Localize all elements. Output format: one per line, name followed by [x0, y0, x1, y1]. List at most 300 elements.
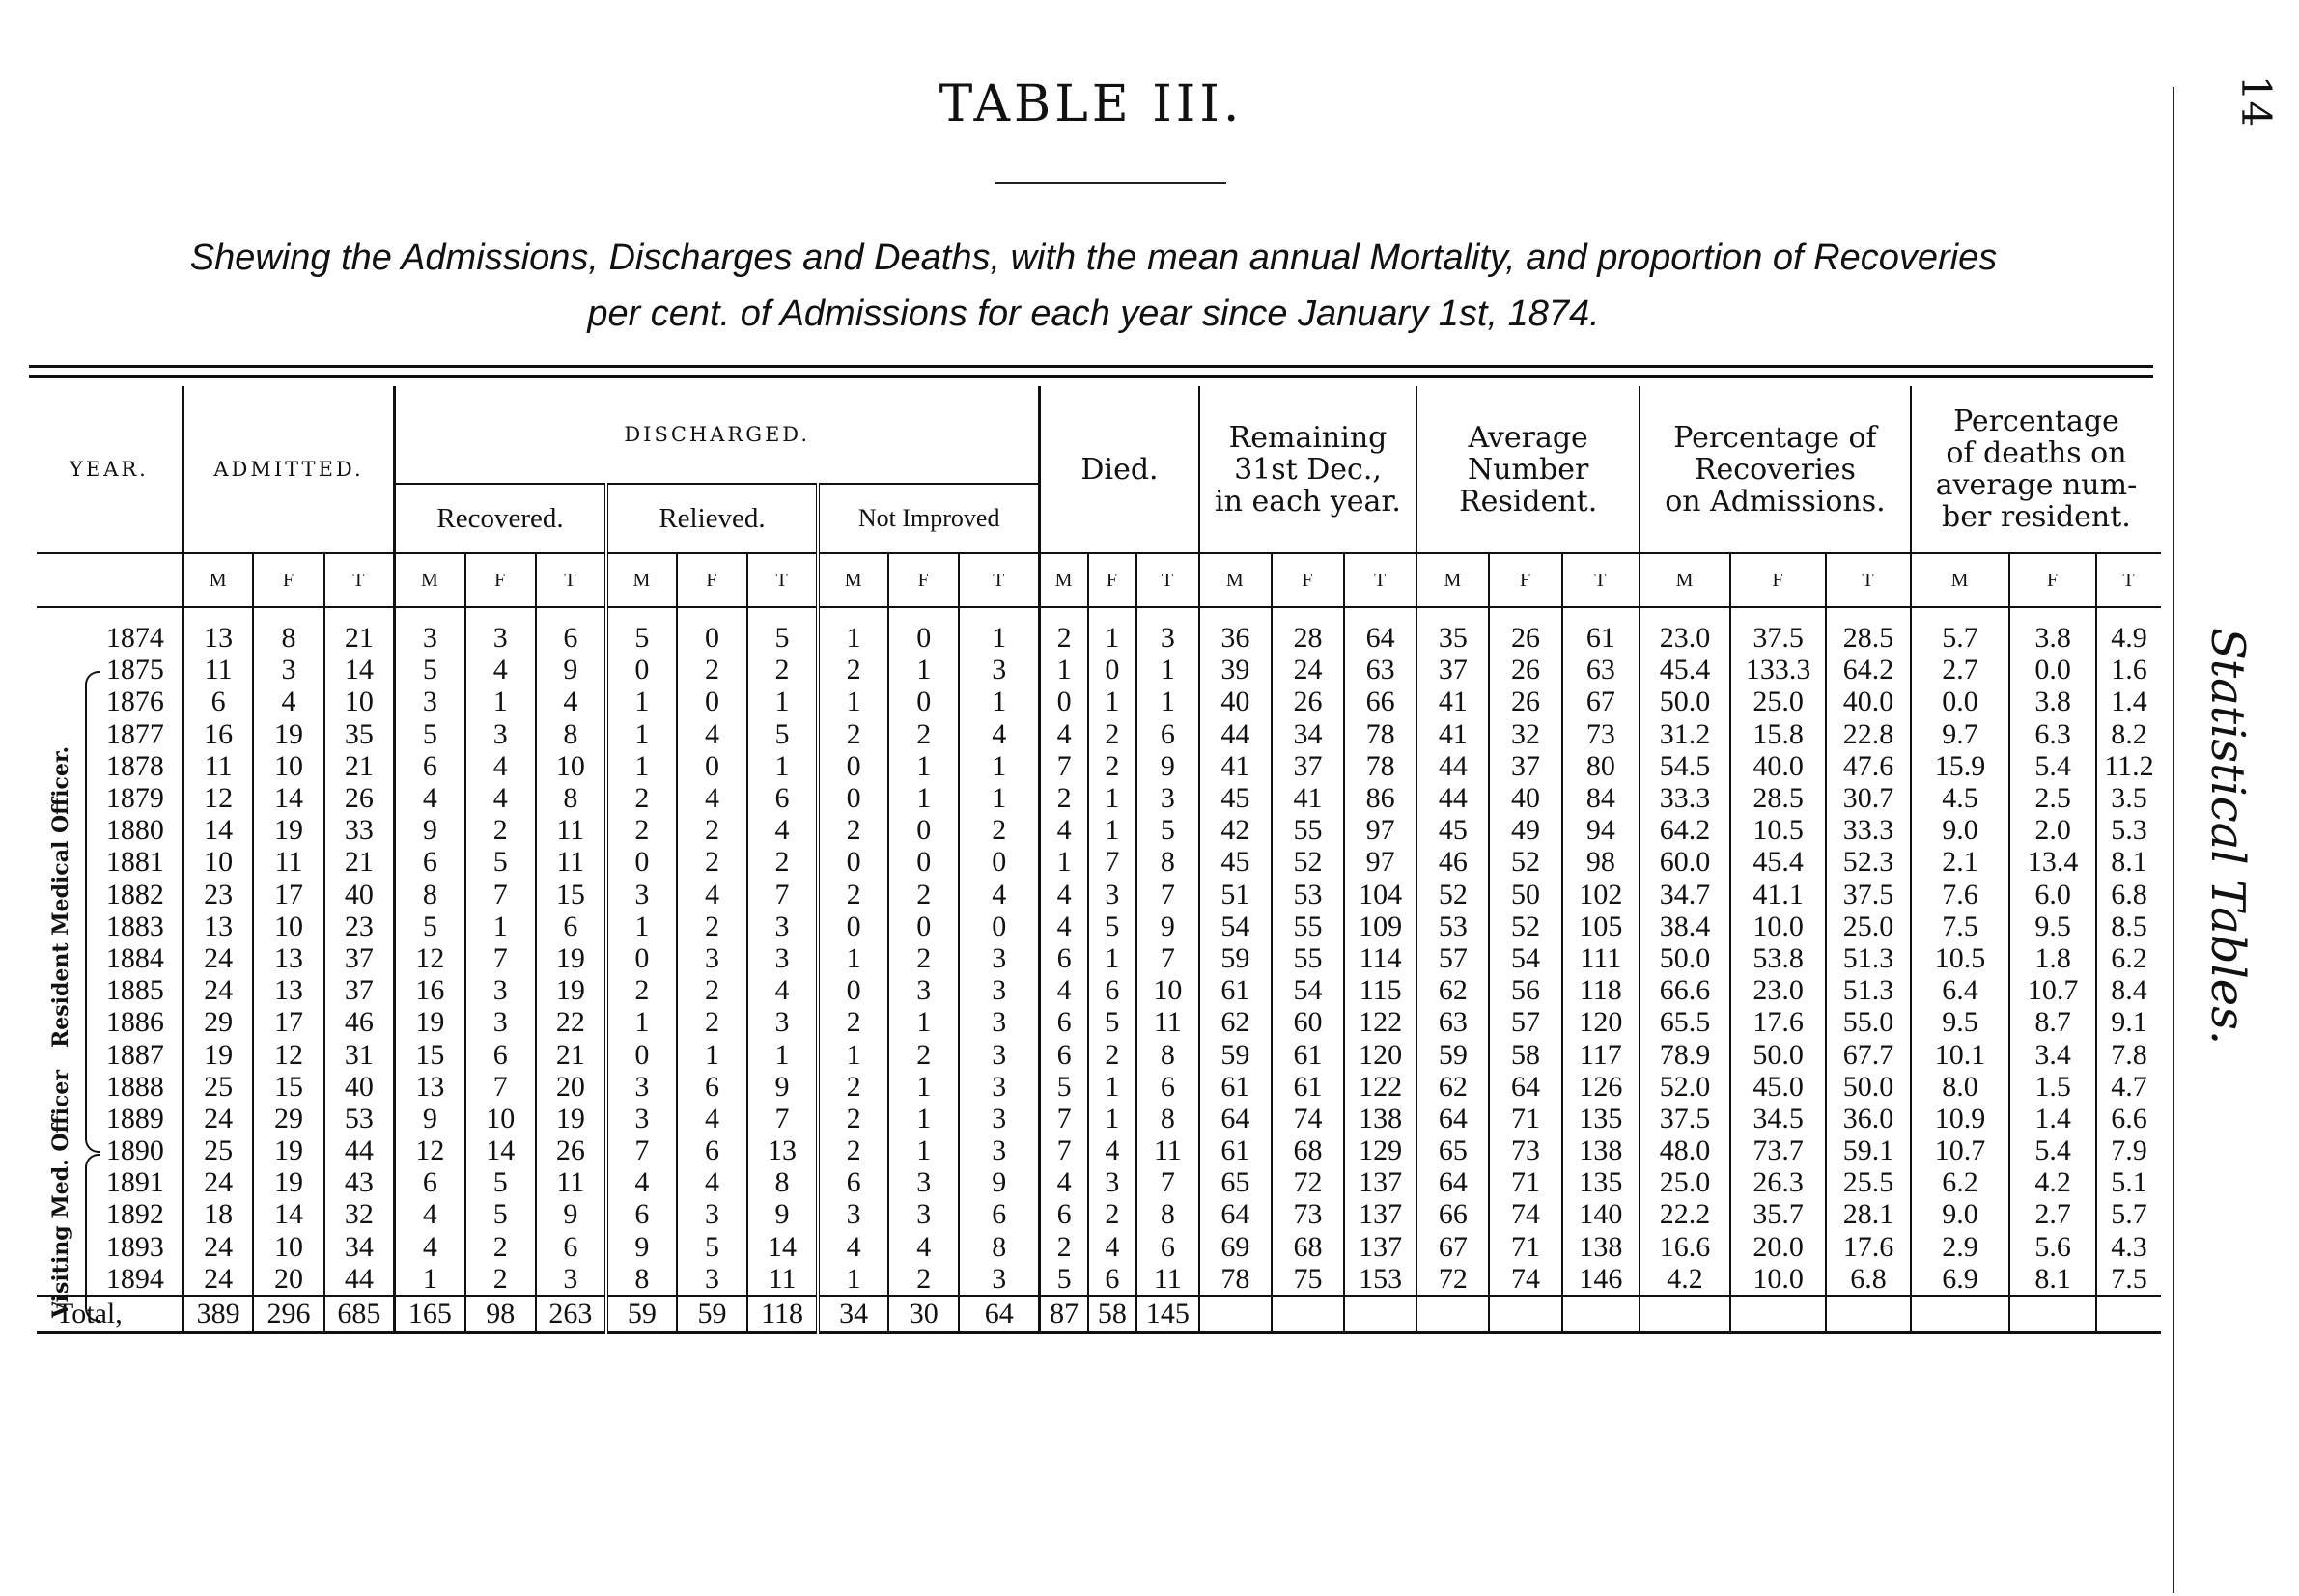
- row-year: 1894: [105, 1262, 164, 1295]
- table-cell: 39: [1199, 654, 1272, 686]
- table-cell: 2: [888, 942, 959, 974]
- table-cell: 11: [1136, 1134, 1199, 1166]
- table-cell: 10.0: [1730, 1263, 1826, 1296]
- table-cell: 62: [1199, 1006, 1272, 1038]
- table-cell: 9.5: [2009, 910, 2096, 942]
- table-row: [37, 814, 2161, 846]
- table-cell: 73: [1562, 718, 1640, 750]
- table-cell: 2: [465, 1263, 536, 1296]
- table-cell: 0: [818, 974, 888, 1006]
- table-cell: 6: [1136, 718, 1199, 750]
- column-label-f: F: [2009, 553, 2096, 607]
- table-cell: 2: [747, 846, 818, 878]
- top-double-rule-1: [29, 365, 2153, 368]
- table-cell: 20: [536, 1071, 606, 1103]
- table-cell: 94: [1562, 814, 1640, 846]
- table-cell: 0: [677, 750, 747, 782]
- table-cell: 13: [747, 1134, 818, 1166]
- column-label-t: T: [747, 553, 818, 607]
- table-cell: 13: [253, 942, 323, 974]
- table-cell: 3.8: [2009, 686, 2096, 717]
- table-cell: 65: [1416, 1134, 1489, 1166]
- table-cell: 135: [1562, 1103, 1640, 1134]
- table-cell: 40: [1199, 686, 1272, 717]
- table-cell: 1: [606, 718, 677, 750]
- table-cell: 4: [395, 1231, 465, 1263]
- table-cell: 19: [182, 1038, 253, 1070]
- header-died: Died.: [1040, 386, 1199, 553]
- table-cell: 6.8: [2096, 879, 2161, 910]
- table-cell: 118: [1562, 974, 1640, 1006]
- column-label-f: F: [1489, 553, 1561, 607]
- top-double-rule-2: [29, 375, 2153, 378]
- table-cell: 35: [1416, 607, 1489, 654]
- table-cell: 7: [747, 879, 818, 910]
- table-cell: 2: [465, 1231, 536, 1263]
- row-year: 1883: [105, 910, 164, 942]
- table-cell: 45.4: [1730, 846, 1826, 878]
- table-cell: 4.7: [2096, 1071, 2161, 1103]
- table-cell: 30.7: [1826, 782, 1911, 814]
- table-cell: 1: [606, 686, 677, 717]
- table-cell: 138: [1562, 1231, 1640, 1263]
- table-cell: 64: [1416, 1166, 1489, 1198]
- table-cell: 6.4: [1911, 974, 2009, 1006]
- table-cell: 0: [606, 1038, 677, 1070]
- table-cell: 10.0: [1730, 910, 1826, 942]
- page-title: TABLE III.: [939, 75, 1244, 133]
- table-cell: 133.3: [1730, 654, 1826, 686]
- column-label-t: T: [959, 553, 1040, 607]
- table-cell: 2: [1040, 607, 1088, 654]
- table-cell: 115: [1344, 974, 1416, 1006]
- table-cell: 5.4: [2009, 1134, 2096, 1166]
- table-cell: 10: [465, 1103, 536, 1134]
- column-label-f: F: [888, 553, 959, 607]
- table-row: [37, 879, 2161, 910]
- table-cell: 4: [395, 1198, 465, 1230]
- table-cell: 25: [182, 1071, 253, 1103]
- table-cell: 6.2: [2096, 942, 2161, 974]
- table-cell: 64.2: [1640, 814, 1730, 846]
- table-cell: 6: [606, 1198, 677, 1230]
- table-cell: 0: [959, 846, 1040, 878]
- table-cell: 8.1: [2009, 1263, 2096, 1296]
- table-cell: 19: [253, 1134, 323, 1166]
- table-cell: 2: [1040, 782, 1088, 814]
- table-cell: 97: [1344, 846, 1416, 878]
- table-cell: 8: [606, 1263, 677, 1296]
- side-label-resident-officer: Resident Medical Officer.: [48, 745, 73, 1048]
- table-cell: 10: [324, 686, 395, 717]
- table-cell: 52.3: [1826, 846, 1911, 878]
- table-cell: 7: [1040, 1103, 1088, 1134]
- table-cell: 129: [1344, 1134, 1416, 1166]
- table-cell: 46: [1416, 846, 1489, 878]
- table-cell: 11: [182, 750, 253, 782]
- table-cell: 1: [959, 750, 1040, 782]
- table-cell: 13: [182, 607, 253, 654]
- table-cell: 6: [465, 1038, 536, 1070]
- table-cell: 13: [182, 910, 253, 942]
- table-cell: 4: [677, 1103, 747, 1134]
- table-cell: 53: [324, 1103, 395, 1134]
- row-year: 1889: [105, 1102, 164, 1134]
- table-cell: 1: [1136, 654, 1199, 686]
- table-cell: 2.7: [2009, 1198, 2096, 1230]
- table-cell: 2: [959, 814, 1040, 846]
- table-cell: 74: [1489, 1263, 1561, 1296]
- table-cell: 1: [888, 654, 959, 686]
- table-cell: 55: [1272, 910, 1344, 942]
- total-cell: [1826, 1296, 1911, 1333]
- table-row: [37, 654, 2161, 686]
- table-cell: 1: [1040, 846, 1088, 878]
- table-cell: 6.9: [1911, 1263, 2009, 1296]
- table-cell: 54: [1272, 974, 1344, 1006]
- table-cell: 1: [888, 750, 959, 782]
- table-cell: 19: [253, 1166, 323, 1198]
- table-cell: 2: [677, 846, 747, 878]
- table-cell: 16.6: [1640, 1231, 1730, 1263]
- table-cell: 6: [536, 607, 606, 654]
- column-label-t: T: [324, 553, 395, 607]
- table-cell: 6: [395, 1166, 465, 1198]
- table-cell: 4: [677, 782, 747, 814]
- table-cell: 7.5: [1911, 910, 2009, 942]
- table-row: [37, 1006, 2161, 1038]
- table-cell: 67.7: [1826, 1038, 1911, 1070]
- table-cell: 2: [888, 879, 959, 910]
- page-number: 14: [2232, 74, 2281, 127]
- column-label-m: M: [1640, 553, 1730, 607]
- table-row: [37, 1134, 2161, 1166]
- table-cell: 3: [1136, 607, 1199, 654]
- table-cell: 28.5: [1826, 607, 1911, 654]
- table-cell: 1: [1136, 686, 1199, 717]
- table-cell: 3.8: [2009, 607, 2096, 654]
- table-cell: 3: [959, 1071, 1040, 1103]
- table-cell: 24: [1272, 654, 1344, 686]
- table-cell: 3: [1136, 782, 1199, 814]
- table-cell: 8.4: [2096, 974, 2161, 1006]
- table-cell: 78: [1344, 718, 1416, 750]
- table-cell: 44: [324, 1263, 395, 1296]
- table-cell: 9.0: [1911, 1198, 2009, 1230]
- column-label-m: M: [1416, 553, 1489, 607]
- row-year: 1893: [105, 1230, 164, 1263]
- table-cell: 4: [1088, 1134, 1136, 1166]
- table-cell: 37.5: [1826, 879, 1911, 910]
- table-cell: 0: [1088, 654, 1136, 686]
- table-cell: 13: [253, 974, 323, 1006]
- table-cell: 52: [1416, 879, 1489, 910]
- side-title: Statistical Tables.: [2201, 628, 2255, 1046]
- table-cell: 3: [536, 1263, 606, 1296]
- table-cell: 2.0: [2009, 814, 2096, 846]
- table-cell: 37.5: [1640, 1103, 1730, 1134]
- table-cell: 4: [959, 879, 1040, 910]
- table-cell: 1: [606, 910, 677, 942]
- table-cell: 44: [324, 1134, 395, 1166]
- total-cell: [1562, 1296, 1640, 1333]
- table-cell: 4: [1040, 1166, 1088, 1198]
- table-cell: 6.6: [2096, 1103, 2161, 1134]
- table-cell: 40: [1489, 782, 1561, 814]
- table-cell: 9: [747, 1071, 818, 1103]
- table-cell: 0: [888, 686, 959, 717]
- table-cell: 14: [324, 654, 395, 686]
- table-cell: 59: [1416, 1038, 1489, 1070]
- table-cell: 36.0: [1826, 1103, 1911, 1134]
- table-cell: 8: [536, 718, 606, 750]
- statistics-table: [37, 386, 2161, 1334]
- table-cell: 1: [395, 1263, 465, 1296]
- table-cell: 1: [888, 782, 959, 814]
- table-cell: 2: [818, 1071, 888, 1103]
- table-cell: 3: [677, 1263, 747, 1296]
- table-cell: 2.9: [1911, 1231, 2009, 1263]
- table-cell: 1: [1088, 942, 1136, 974]
- table-cell: 0: [888, 846, 959, 878]
- table-cell: 10.1: [1911, 1038, 2009, 1070]
- table-cell: 2: [677, 814, 747, 846]
- column-label-t: T: [1826, 553, 1911, 607]
- table-cell: 26: [1489, 607, 1561, 654]
- table-cell: 3.4: [2009, 1038, 2096, 1070]
- table-cell: 5.1: [2096, 1166, 2161, 1198]
- header-relieved: Relieved.: [606, 484, 818, 553]
- table-cell: 15: [536, 879, 606, 910]
- table-cell: 9: [606, 1231, 677, 1263]
- table-cell: 40.0: [1826, 686, 1911, 717]
- table-cell: 6: [536, 910, 606, 942]
- table-cell: 67: [1416, 1231, 1489, 1263]
- table-cell: 8: [1136, 846, 1199, 878]
- table-cell: 1: [959, 782, 1040, 814]
- table-cell: 19: [536, 974, 606, 1006]
- table-cell: 3: [959, 974, 1040, 1006]
- table-cell: 1: [1088, 1071, 1136, 1103]
- table-cell: 37: [1416, 654, 1489, 686]
- table-cell: 0: [818, 750, 888, 782]
- table-cell: 21: [324, 846, 395, 878]
- total-cell: 87: [1040, 1296, 1088, 1333]
- table-cell: 7: [1136, 942, 1199, 974]
- table-cell: 4: [1040, 974, 1088, 1006]
- table-cell: 52: [1489, 846, 1561, 878]
- table-cell: 6: [677, 1071, 747, 1103]
- table-cell: 43: [324, 1166, 395, 1198]
- table-cell: 7.9: [2096, 1134, 2161, 1166]
- table-cell: 2: [818, 1134, 888, 1166]
- title-rule: [995, 182, 1226, 184]
- table-cell: 4.2: [1640, 1263, 1730, 1296]
- table-cell: 15: [395, 1038, 465, 1070]
- table-cell: 5.6: [2009, 1231, 2096, 1263]
- table-cell: 41: [1199, 750, 1272, 782]
- table-cell: 4: [606, 1166, 677, 1198]
- table-cell: 11: [1136, 1006, 1199, 1038]
- total-cell: 165: [395, 1296, 465, 1333]
- table-cell: 51.3: [1826, 942, 1911, 974]
- table-cell: 1: [888, 1071, 959, 1103]
- header-pct-recoveries: Percentage of Recoveries on Admissions.: [1640, 386, 1911, 553]
- row-year: 1887: [105, 1038, 164, 1071]
- table-cell: 22.2: [1640, 1198, 1730, 1230]
- table-cell: 32: [324, 1198, 395, 1230]
- table-cell: 71: [1489, 1231, 1561, 1263]
- table-cell: 49: [1489, 814, 1561, 846]
- table-cell: 34.5: [1730, 1103, 1826, 1134]
- table-cell: 3: [888, 974, 959, 1006]
- table-cell: 7: [465, 1071, 536, 1103]
- table-cell: 9: [536, 1198, 606, 1230]
- table-cell: 2: [818, 879, 888, 910]
- table-cell: 5: [395, 654, 465, 686]
- table-cell: 2: [677, 974, 747, 1006]
- table-cell: 14: [253, 782, 323, 814]
- table-cell: 60: [1272, 1006, 1344, 1038]
- table-cell: 23: [324, 910, 395, 942]
- table-cell: 51: [1199, 879, 1272, 910]
- table-cell: 6.3: [2009, 718, 2096, 750]
- table-cell: 1.4: [2096, 686, 2161, 717]
- table-cell: 0: [818, 910, 888, 942]
- table-cell: 9: [959, 1166, 1040, 1198]
- row-year: 1876: [105, 686, 164, 718]
- table-cell: 4.3: [2096, 1231, 2161, 1263]
- side-label-visiting-officer: Visiting Med. Officer: [48, 1070, 73, 1318]
- table-cell: 59.1: [1826, 1134, 1911, 1166]
- table-cell: 34: [324, 1231, 395, 1263]
- table-cell: 78: [1344, 750, 1416, 782]
- row-year: 1877: [105, 717, 164, 750]
- table-cell: 16: [182, 718, 253, 750]
- table-cell: 4: [677, 879, 747, 910]
- table-cell: 78.9: [1640, 1038, 1730, 1070]
- table-cell: 111: [1562, 942, 1640, 974]
- table-cell: 1: [1088, 782, 1136, 814]
- table-cell: 73: [1489, 1134, 1561, 1166]
- table-cell: 61: [1199, 974, 1272, 1006]
- table-cell: 11: [253, 846, 323, 878]
- table-cell: 0: [606, 942, 677, 974]
- total-cell: [1911, 1296, 2009, 1333]
- row-year: 1891: [105, 1166, 164, 1199]
- table-cell: 10: [182, 846, 253, 878]
- table-subtitle: [29, 230, 2158, 342]
- table-cell: 137: [1344, 1231, 1416, 1263]
- table-cell: 71: [1489, 1103, 1561, 1134]
- table-cell: 40: [324, 879, 395, 910]
- table-cell: 0: [1040, 686, 1088, 717]
- table-cell: 13: [395, 1071, 465, 1103]
- table-cell: 2: [1040, 1231, 1088, 1263]
- header-not-improved: Not Improved: [818, 484, 1040, 553]
- table-cell: 6: [1040, 1038, 1088, 1070]
- table-cell: 65.5: [1640, 1006, 1730, 1038]
- total-cell: [2009, 1296, 2096, 1333]
- table-cell: 7: [465, 942, 536, 974]
- table-cell: 0: [677, 686, 747, 717]
- table-row: [37, 1103, 2161, 1134]
- table-cell: 6: [1088, 1263, 1136, 1296]
- table-cell: 25.0: [1826, 910, 1911, 942]
- table-cell: 61: [1272, 1071, 1344, 1103]
- table-cell: 59: [1199, 942, 1272, 974]
- table-row: [37, 1263, 2161, 1296]
- table-cell: 8: [959, 1231, 1040, 1263]
- table-cell: 2.5: [2009, 782, 2096, 814]
- table-cell: 9.0: [1911, 814, 2009, 846]
- column-label-f: F: [1730, 553, 1826, 607]
- table-cell: 0: [606, 846, 677, 878]
- table-cell: 61: [1199, 1134, 1272, 1166]
- table-cell: 2: [1088, 1198, 1136, 1230]
- table-cell: 20: [253, 1263, 323, 1296]
- table-cell: 3: [888, 1198, 959, 1230]
- table-cell: 6: [1136, 1071, 1199, 1103]
- table-cell: 6: [182, 686, 253, 717]
- total-cell: [1344, 1296, 1416, 1333]
- table-cell: 19: [253, 814, 323, 846]
- table-cell: 4: [1040, 814, 1088, 846]
- table-cell: 6: [1136, 1231, 1199, 1263]
- table-cell: 14: [747, 1231, 818, 1263]
- column-label-f: F: [1272, 553, 1344, 607]
- table-cell: 1.6: [2096, 654, 2161, 686]
- table-cell: 53: [1416, 910, 1489, 942]
- table-cell: 62: [1416, 1071, 1489, 1103]
- table-cell: 37.5: [1730, 607, 1826, 654]
- table-cell: 18: [182, 1198, 253, 1230]
- table-cell: 5: [747, 607, 818, 654]
- table-cell: 62: [1416, 974, 1489, 1006]
- table-cell: 3: [959, 1038, 1040, 1070]
- table-cell: 29: [253, 1103, 323, 1134]
- table-cell: 13.4: [2009, 846, 2096, 878]
- table-cell: 4: [465, 654, 536, 686]
- table-cell: 12: [395, 942, 465, 974]
- table-cell: 1: [888, 1006, 959, 1038]
- table-cell: 55: [1272, 942, 1344, 974]
- table-cell: 5: [606, 607, 677, 654]
- row-year: 1884: [105, 941, 164, 974]
- table-cell: 26: [324, 782, 395, 814]
- table-cell: 5: [747, 718, 818, 750]
- table-cell: 37: [1489, 750, 1561, 782]
- column-label-t: T: [1136, 553, 1199, 607]
- table-cell: 1: [818, 1263, 888, 1296]
- table-cell: 6.2: [1911, 1166, 2009, 1198]
- table-cell: 54.5: [1640, 750, 1730, 782]
- total-cell: 296: [253, 1296, 323, 1333]
- table-cell: 14: [182, 814, 253, 846]
- table-cell: 11: [1136, 1263, 1199, 1296]
- mft-year-blank: [37, 553, 182, 607]
- table-cell: 5.7: [2096, 1198, 2161, 1230]
- table-cell: 75: [1272, 1263, 1344, 1296]
- table-cell: 3: [959, 1134, 1040, 1166]
- table-cell: 122: [1344, 1071, 1416, 1103]
- table-cell: 60.0: [1640, 846, 1730, 878]
- total-cell: [1730, 1296, 1826, 1333]
- table-cell: 44: [1416, 782, 1489, 814]
- table-cell: 3: [888, 1166, 959, 1198]
- table-cell: 28.5: [1730, 782, 1826, 814]
- column-label-f: F: [1088, 553, 1136, 607]
